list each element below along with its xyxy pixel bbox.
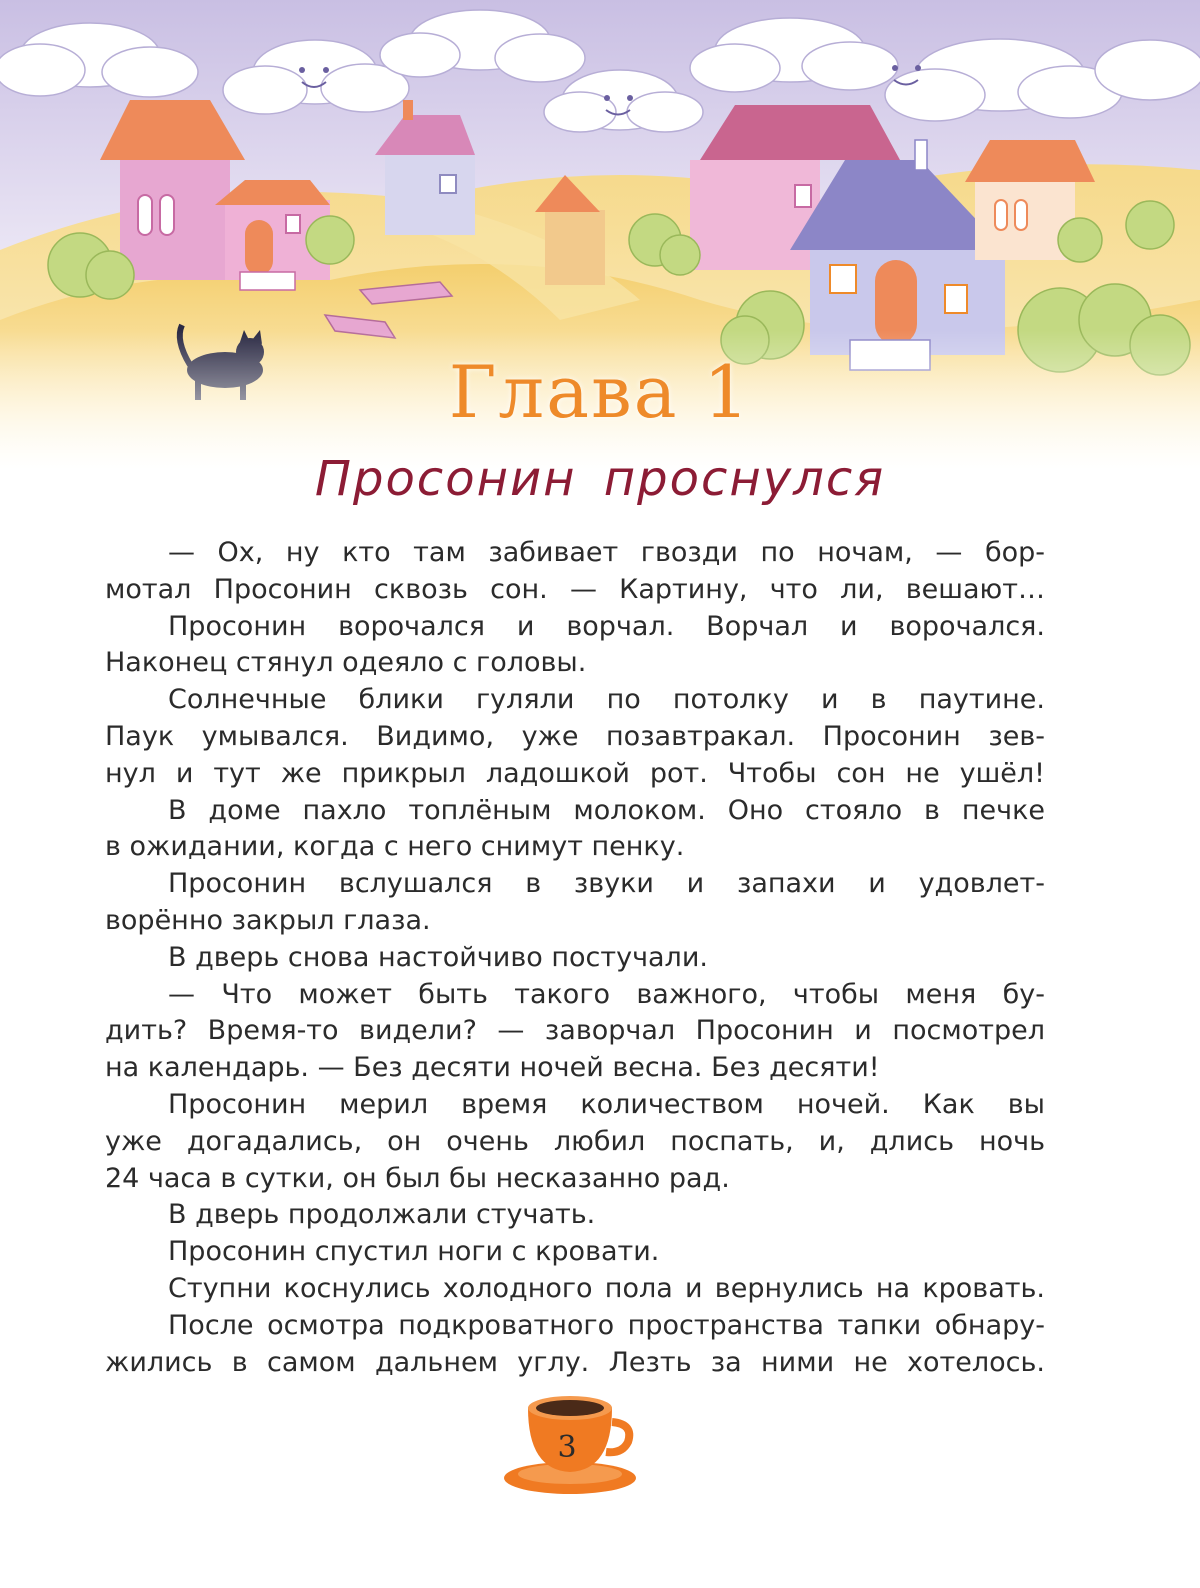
text-line: Просонин спустил ноги с кровати. (168, 1236, 660, 1268)
text-line: Просонин вслушался в звуки и запахи и удовлет- (168, 868, 1045, 900)
text-line: дить? Время-то видели? — заворчал Просонин и посмотрел (105, 1015, 1045, 1047)
text-line: Паук умывался. Видимо, уже позавтракал. Просонин зев- (105, 720, 1045, 752)
text-line: мотал Просонин сквозь сон. — Картину, что ли, вешают… (105, 573, 1045, 605)
text-line: Солнечные блики гуляли по потолку и в паутине. (168, 684, 1045, 716)
text-line: В дверь снова настойчиво постучали. (168, 941, 708, 973)
text-line: В доме пахло топлёным молоком. Оно стояло в печке (168, 794, 1045, 826)
text-line: Просонин ворочался и ворчал. Ворчал и ворочался. (168, 610, 1045, 642)
text-line: 24 часа в сутки, он был бы несказанно рад. (105, 1162, 730, 1194)
text-line: жились в самом дальнем углу. Лезть за ними не хотелось. (105, 1346, 1045, 1378)
text-line: на календарь. — Без десяти ночей весна. Без десяти! (105, 1052, 880, 1084)
text-line: уже догадались, он очень любил поспать, и, длись ночь (105, 1125, 1045, 1157)
text-line: Наконец стянул одеяло с головы. (105, 647, 587, 679)
text-line: Ступни коснулись холодного пола и вернулись на кровать. (168, 1272, 1045, 1304)
text-line: После осмотра подкроватного пространства тапки обнару- (168, 1309, 1045, 1341)
text-line: В дверь продолжали стучать. (168, 1199, 596, 1231)
text-line: в ожидании, когда с него снимут пенку. (105, 831, 685, 863)
text-line: ворённо закрыл глаза. (105, 904, 431, 936)
text-line: — Ох, ну кто там забивает гвозди по ночам, — бор- (168, 537, 1045, 568)
text-line: нул и тут же прикрыл ладошкой рот. Чтобы сон не ушёл! (105, 757, 1045, 789)
text-line: Просонин мерил время количеством ночей. Как вы (168, 1088, 1045, 1120)
chapter-title: Просонин проснулся (314, 451, 886, 507)
page-number: 3 (557, 1430, 577, 1465)
tree-icon (306, 216, 354, 264)
body-text (105, 535, 1045, 1381)
chapter-label: Глава 1 (448, 350, 752, 434)
text-line: — Что может быть такого важного, чтобы меня бу- (168, 978, 1045, 1010)
